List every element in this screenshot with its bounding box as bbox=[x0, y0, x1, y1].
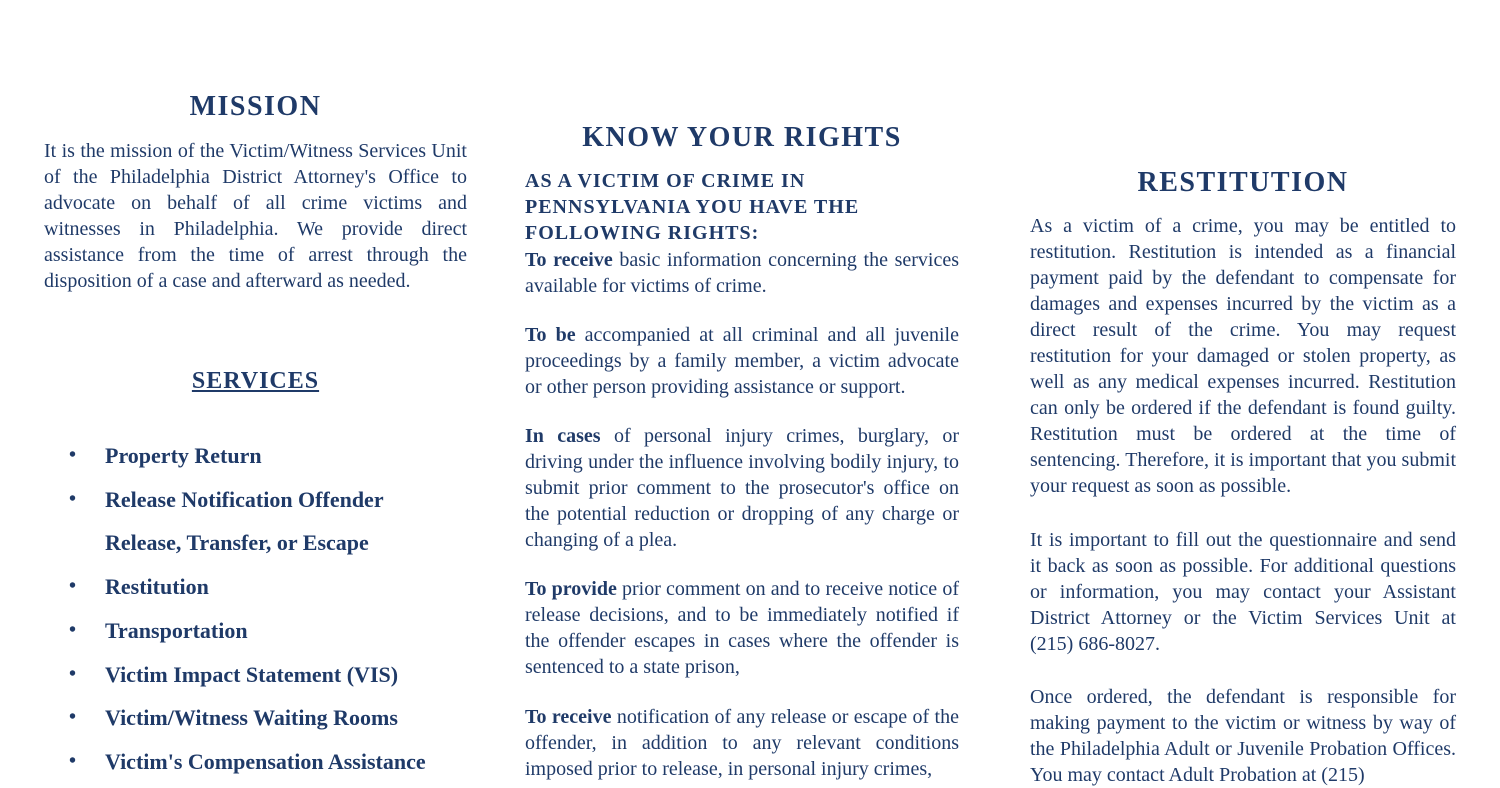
bullet-icon: • bbox=[69, 487, 77, 510]
right-item: To provide prior comment on and to receive notice of release decisions, and to be immediately notified if the offender escapes in cases where the offender is sentenced to a state prison, bbox=[525, 578, 959, 678]
right-item: To be accompanied at all criminal and all juvenile proceedings by a family member, a victim advocate or other person providing assistance or support. bbox=[525, 324, 959, 398]
bullet-icon: • bbox=[69, 575, 77, 598]
services-list bbox=[44, 434, 467, 784]
services-heading: SERVICES bbox=[191, 368, 320, 394]
list-item: • Victim/Witness Waiting Rooms bbox=[44, 696, 467, 740]
list-item: • Release Notification Offender Release, Transfer, or Escape bbox=[44, 478, 385, 565]
list-item: • Restitution bbox=[44, 565, 467, 609]
bullet-icon: • bbox=[69, 662, 77, 685]
mission-text: It is the mission of the Victim/Witness Services Unit of the Philadelphia District Attorney's Office to advocate on behalf of all crime victims and witnesses in Philadelphia. We provide direct assistance from the time of arrest through the disposition of a case and afterward as needed. bbox=[44, 140, 467, 292]
right-item: In cases of personal injury crimes, burglary, or driving under the influence involving bodily injury, to submit prior comment to the prosecutor's office on the potential reduction or dropping of any charge or changing of a plea. bbox=[525, 425, 959, 551]
bullet-icon: • bbox=[69, 618, 77, 641]
right-item: To receive notification of any release or escape of the offender, in addition to any relevant conditions imposed prior to release, in personal injury crimes, bbox=[525, 706, 959, 780]
list-item: • Transportation bbox=[44, 609, 467, 653]
bullet-icon: • bbox=[69, 706, 77, 729]
bullet-icon: • bbox=[69, 749, 77, 772]
restitution-paragraph: As a victim of a crime, you may be entitled to restitution. Restitution is intended as a financial payment paid by the defendant to compensate for damages and expenses incurred by the victim as a direct result of the crime. You may request restitution for your damaged or stolen property, as well as any medical expenses incurred. Restitution can only be ordered if the defendant is found guilty. Restitution must be ordered at the time of sentencing. Therefore, it is important that you submit your request as soon as possible. bbox=[1030, 215, 1456, 497]
bullet-icon: • bbox=[69, 444, 77, 466]
right-item: To receive basic information concerning the services available for victims of crime. bbox=[525, 249, 959, 297]
rights-heading: KNOW YOUR RIGHTS bbox=[582, 122, 902, 153]
rights-subheading: AS A VICTIM OF CRIME IN PENNSYLVANIA YOU HAVE THE FOLLOWING RIGHTS: bbox=[525, 170, 860, 244]
restitution-heading: RESTITUTION bbox=[1137, 167, 1349, 198]
list-item: • Victim's Compensation Assistance bbox=[44, 740, 467, 784]
mission-heading: MISSION bbox=[189, 91, 322, 122]
restitution-paragraph: It is important to fill out the questionnaire and send it back as soon as possible. For additional questions or information, you may contact your Assistant District Attorney or the Victim Services Unit at (215) 686-8027. bbox=[1030, 529, 1456, 655]
list-item: • Victim Impact Statement (VIS) bbox=[44, 653, 467, 697]
restitution-paragraph: Once ordered, the defendant is responsible for making payment to the victim or witness by way of the Philadelphia Adult or Juvenile Probation Offices. You may contact Adult Probation at (215) bbox=[1030, 686, 1456, 786]
list-item: • Property Return bbox=[44, 434, 467, 478]
